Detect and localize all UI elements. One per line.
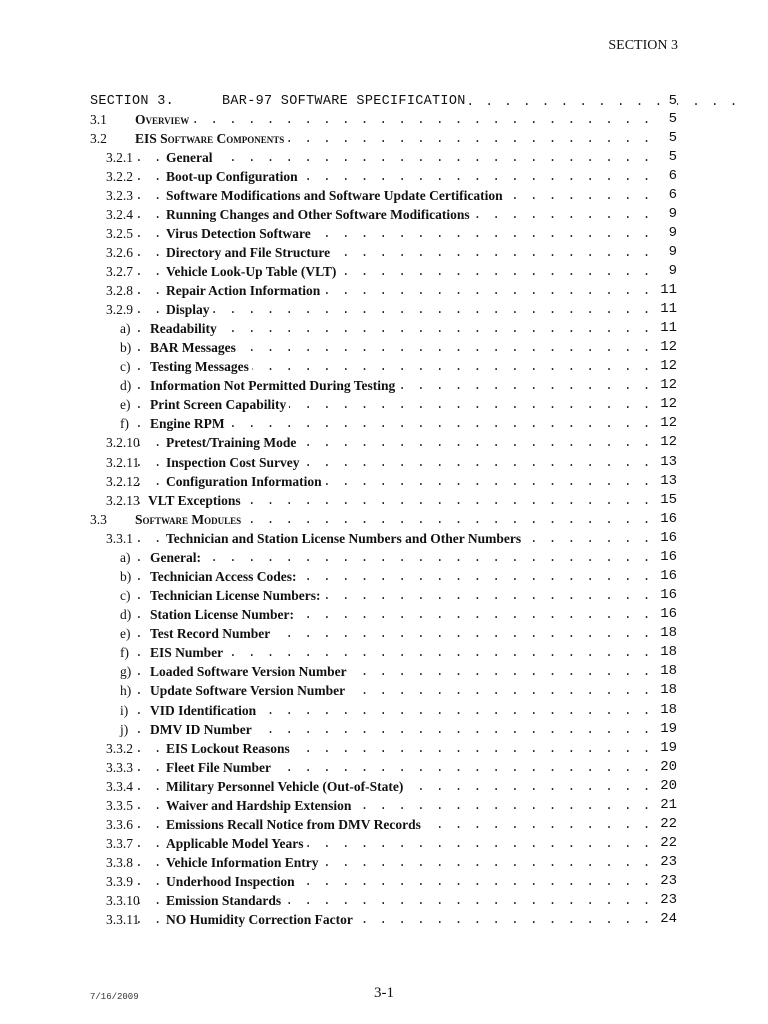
toc-entry-number: 3.3.8 bbox=[106, 855, 133, 870]
toc-entry-page: 18 bbox=[656, 681, 677, 700]
toc-entry-title: Test Record Number bbox=[150, 624, 273, 643]
toc-entry-number: c) bbox=[120, 588, 131, 603]
toc-row-3-3-3[interactable] bbox=[0, 758, 768, 777]
toc-row-3-2[interactable] bbox=[0, 129, 768, 148]
toc-entry-number: 3.2.4 bbox=[106, 207, 133, 222]
toc-row-3-3-6[interactable] bbox=[0, 815, 768, 834]
toc-entry-page: 23 bbox=[656, 872, 677, 891]
toc-row-3-3-1-f[interactable] bbox=[0, 643, 768, 662]
toc-row-3-3-1-a[interactable] bbox=[0, 548, 768, 567]
toc-row-3-2-3[interactable] bbox=[0, 186, 768, 205]
toc-entry-number: a) bbox=[120, 550, 131, 565]
toc-row-3-3[interactable] bbox=[0, 510, 768, 529]
toc-entry-number: e) bbox=[120, 397, 131, 412]
toc-entry-page: 22 bbox=[656, 834, 677, 853]
toc-entry-number: i) bbox=[120, 703, 129, 718]
toc-row-3-3-1-j[interactable] bbox=[0, 720, 768, 739]
dot-leader bbox=[135, 548, 659, 567]
toc-entry-number: 3.3.3 bbox=[106, 760, 133, 775]
toc-entry-title: Directory and File Structure bbox=[166, 243, 333, 262]
toc-entry-title: Emissions Recall Notice from DMV Records bbox=[166, 815, 424, 834]
toc-row-3-3-11[interactable] bbox=[0, 910, 768, 929]
toc-entry-page: 9 bbox=[665, 243, 677, 262]
toc-entry-page: 22 bbox=[656, 815, 677, 834]
toc-entry-page: 16 bbox=[656, 529, 677, 548]
toc-entry-title: Technician and Station License Numbers and Other Numbers bbox=[166, 529, 524, 548]
toc-entry-number: 3.3 bbox=[90, 512, 107, 527]
toc-row-section-3[interactable] bbox=[0, 92, 768, 111]
toc-row-3-2-9-c[interactable] bbox=[0, 357, 768, 376]
toc-entry-number: SECTION 3. bbox=[90, 94, 175, 109]
toc-row-3-3-1[interactable] bbox=[0, 529, 768, 548]
toc-entry-title: Engine RPM bbox=[150, 414, 228, 433]
toc-entry-page: 16 bbox=[656, 567, 677, 586]
toc-entry-title: General bbox=[166, 148, 216, 167]
toc-entry-page: 18 bbox=[656, 701, 677, 720]
toc-row-3-3-5[interactable] bbox=[0, 796, 768, 815]
toc-entry-number: 3.3.10 bbox=[106, 893, 140, 908]
toc-row-3-3-2[interactable] bbox=[0, 739, 768, 758]
toc-entry-page: 16 bbox=[656, 586, 677, 605]
toc-entry-number: 3.2.6 bbox=[106, 245, 133, 260]
toc-entry-title: BAR-97 SOFTWARE SPECIFICATION bbox=[222, 92, 469, 111]
toc-entry-page: 23 bbox=[656, 853, 677, 872]
toc-entry-number: 3.2.5 bbox=[106, 226, 133, 241]
toc-entry-title: Virus Detection Software bbox=[166, 224, 314, 243]
toc-row-3-2-9-f[interactable] bbox=[0, 414, 768, 433]
toc-row-3-3-1-h[interactable] bbox=[0, 681, 768, 700]
toc-entry-page: 12 bbox=[656, 395, 677, 414]
toc-entry-title: Technician License Numbers: bbox=[150, 586, 324, 605]
toc-entry-title: Underhood Inspection bbox=[166, 872, 298, 891]
section-header: SECTION 3 bbox=[608, 38, 678, 53]
toc-row-3-2-9-a[interactable] bbox=[0, 319, 768, 338]
toc-entry-number: 3.2.13 bbox=[106, 493, 140, 508]
footer-date: 7/16/2009 bbox=[90, 992, 139, 1002]
toc-row-3-2-9[interactable] bbox=[0, 300, 768, 319]
toc-entry-page: 23 bbox=[656, 891, 677, 910]
toc-entry-title: BAR Messages bbox=[150, 338, 239, 357]
toc-row-3-2-5[interactable] bbox=[0, 224, 768, 243]
toc-entry-page: 13 bbox=[656, 472, 677, 491]
toc-entry-number: 3.2.11 bbox=[106, 455, 140, 470]
toc-entry-title: Vehicle Information Entry bbox=[166, 853, 322, 872]
toc-entry-number: b) bbox=[120, 569, 132, 584]
toc-entry-number: 3.2.7 bbox=[106, 264, 133, 279]
toc-entry-number: 3.2.2 bbox=[106, 169, 133, 184]
toc-entry-title: Fleet File Number bbox=[166, 758, 274, 777]
toc-entry-number: 3.3.9 bbox=[106, 874, 133, 889]
toc-entry-page: 9 bbox=[665, 224, 677, 243]
toc-entry-number: d) bbox=[120, 607, 132, 622]
toc-entry-title: EIS Software Components bbox=[135, 129, 287, 148]
toc-entry-page: 18 bbox=[656, 624, 677, 643]
toc-entry-number: 3.2.1 bbox=[106, 150, 133, 165]
toc-row-3-2-9-e[interactable] bbox=[0, 395, 768, 414]
toc-entry-number: 3.3.5 bbox=[106, 798, 133, 813]
toc-entry-page: 18 bbox=[656, 662, 677, 681]
toc-entry-title: Testing Messages bbox=[150, 357, 252, 376]
toc-entry-title: General: bbox=[150, 548, 204, 567]
toc-entry-number: j) bbox=[120, 722, 129, 737]
toc-entry-page: 24 bbox=[656, 910, 677, 929]
toc-row-3-2-13[interactable] bbox=[0, 491, 768, 510]
toc-entry-page: 5 bbox=[665, 129, 677, 148]
toc-row-3-2-9-d[interactable] bbox=[0, 376, 768, 395]
toc-entry-number: 3.2.12 bbox=[106, 474, 140, 489]
toc-entry-page: 9 bbox=[665, 262, 677, 281]
toc-entry-number: 3.2 bbox=[90, 131, 107, 146]
toc-entry-title: Display bbox=[166, 300, 213, 319]
toc-entry-page: 12 bbox=[656, 376, 677, 395]
toc-entry-page: 18 bbox=[656, 643, 677, 662]
toc-entry-title: Boot-up Configuration bbox=[166, 167, 301, 186]
toc-entry-number: 3.3.1 bbox=[106, 531, 133, 546]
footer-page-number: 3-1 bbox=[374, 985, 394, 1001]
toc-entry-number: 3.2.10 bbox=[106, 435, 140, 450]
toc-entry-page: 19 bbox=[656, 720, 677, 739]
toc-entry-number: 3.3.6 bbox=[106, 817, 133, 832]
toc-row-3-3-1-c[interactable] bbox=[0, 586, 768, 605]
toc-entry-title: Loaded Software Version Number bbox=[150, 662, 350, 681]
toc-entry-number: a) bbox=[120, 321, 131, 336]
toc-entry-title: VID Identification bbox=[150, 701, 259, 720]
toc-entry-number: 3.2.3 bbox=[106, 188, 133, 203]
toc-entry-number: 3.1 bbox=[90, 112, 107, 127]
toc-entry-page: 16 bbox=[656, 510, 677, 529]
toc-row-3-2-8[interactable] bbox=[0, 281, 768, 300]
toc-entry-title: Station License Number: bbox=[150, 605, 297, 624]
toc-row-3-2-10[interactable] bbox=[0, 433, 768, 452]
toc-row-3-2-9-b[interactable] bbox=[0, 338, 768, 357]
toc-entry-number: 3.2.8 bbox=[106, 283, 133, 298]
toc-row-3-2-11[interactable] bbox=[0, 453, 768, 472]
toc-entry-number: b) bbox=[120, 340, 132, 355]
toc-entry-page: 21 bbox=[656, 796, 677, 815]
toc-entry-title: Software Modules bbox=[135, 510, 244, 529]
toc-entry-title: Readability bbox=[150, 319, 220, 338]
toc-entry-title: DMV ID Number bbox=[150, 720, 255, 739]
toc-entry-page: 20 bbox=[656, 758, 677, 777]
toc-row-3-2-12[interactable] bbox=[0, 472, 768, 491]
toc-row-3-2-1[interactable] bbox=[0, 148, 768, 167]
toc-entry-title: NO Humidity Correction Factor bbox=[166, 910, 356, 929]
toc-entry-number: d) bbox=[120, 378, 132, 393]
toc-entry-page: 16 bbox=[656, 548, 677, 567]
dot-leader bbox=[135, 110, 659, 129]
toc-entry-title: Pretest/Training Mode bbox=[166, 433, 299, 452]
toc-entry-title: EIS Lockout Reasons bbox=[166, 739, 293, 758]
toc-entry-title: Software Modifications and Software Update Certification bbox=[166, 186, 506, 205]
toc-row-3-3-4[interactable] bbox=[0, 777, 768, 796]
toc-entry-title: Waiver and Hardship Extension bbox=[166, 796, 354, 815]
toc-entry-page: 12 bbox=[656, 433, 677, 452]
toc-entry-number: 3.3.4 bbox=[106, 779, 133, 794]
dot-leader bbox=[135, 300, 659, 319]
toc-entry-number: f) bbox=[120, 645, 129, 660]
toc-entry-page: 11 bbox=[656, 300, 677, 319]
toc-entry-page: 16 bbox=[656, 605, 677, 624]
toc-entry-title: Running Changes and Other Software Modifications bbox=[166, 205, 473, 224]
toc-entry-title: Repair Action Information bbox=[166, 281, 323, 300]
toc-entry-number: 3.2.9 bbox=[106, 302, 133, 317]
toc-entry-page: 5 bbox=[665, 148, 677, 167]
toc-entry-number: f) bbox=[120, 416, 129, 431]
toc-row-3-3-1-b[interactable] bbox=[0, 567, 768, 586]
toc-entry-number: g) bbox=[120, 664, 132, 679]
toc-entry-title: Configuration Information bbox=[166, 472, 325, 491]
toc-entry-page: 19 bbox=[656, 739, 677, 758]
toc-entry-number: h) bbox=[120, 683, 132, 698]
toc-entry-number: c) bbox=[120, 359, 131, 374]
toc-entry-page: 6 bbox=[665, 167, 677, 186]
toc-entry-title: Military Personnel Vehicle (Out-of-State) bbox=[166, 777, 406, 796]
toc-row-3-3-9[interactable] bbox=[0, 872, 768, 891]
toc-row-3-2-7[interactable] bbox=[0, 262, 768, 281]
toc-row-3-3-10[interactable] bbox=[0, 891, 768, 910]
toc-entry-title: Information Not Permitted During Testing bbox=[150, 376, 398, 395]
toc-entry-page: 15 bbox=[656, 491, 677, 510]
toc-entry-title: EIS Number bbox=[150, 643, 226, 662]
toc-entry-title: Overview bbox=[135, 110, 192, 129]
toc-entry-page: 9 bbox=[665, 205, 677, 224]
toc-entry-number: e) bbox=[120, 626, 131, 641]
toc-entry-number: 3.3.11 bbox=[106, 912, 140, 927]
toc-entry-page: 12 bbox=[656, 338, 677, 357]
toc-row-3-3-1-e[interactable] bbox=[0, 624, 768, 643]
toc-row-3-3-7[interactable] bbox=[0, 834, 768, 853]
toc-entry-title: Update Software Version Number bbox=[150, 681, 348, 700]
toc-entry-page: 12 bbox=[656, 357, 677, 376]
toc-row-3-1[interactable] bbox=[0, 110, 768, 129]
toc-entry-number: 3.3.2 bbox=[106, 741, 133, 756]
toc-row-3-2-6[interactable] bbox=[0, 243, 768, 262]
toc-entry-page: 5 bbox=[665, 92, 677, 111]
toc-entry-title: Applicable Model Years bbox=[166, 834, 307, 853]
toc-row-3-2-4[interactable] bbox=[0, 205, 768, 224]
toc-entry-number: 3.3.7 bbox=[106, 836, 133, 851]
toc-row-3-3-8[interactable] bbox=[0, 853, 768, 872]
toc-entry-title: Print Screen Capability bbox=[150, 395, 289, 414]
toc-entry-page: 13 bbox=[656, 453, 677, 472]
toc-row-3-3-1-d[interactable] bbox=[0, 605, 768, 624]
toc-entry-title: VLT Exceptions bbox=[148, 491, 244, 510]
toc-entry-title: Technician Access Codes: bbox=[150, 567, 300, 586]
toc-entry-page: 6 bbox=[665, 186, 677, 205]
toc-entry-page: 12 bbox=[656, 414, 677, 433]
toc-row-3-3-1-g[interactable] bbox=[0, 662, 768, 681]
toc-entry-title: Emission Standards bbox=[166, 891, 284, 910]
toc-entry-page: 20 bbox=[656, 777, 677, 796]
toc-entry-page: 11 bbox=[656, 281, 677, 300]
toc-entry-page: 5 bbox=[665, 110, 677, 129]
toc-entry-title: Inspection Cost Survey bbox=[166, 453, 303, 472]
toc-entry-page: 11 bbox=[656, 319, 677, 338]
toc-row-3-2-2[interactable] bbox=[0, 167, 768, 186]
toc-row-3-3-1-i[interactable] bbox=[0, 701, 768, 720]
toc-entry-title: Vehicle Look-Up Table (VLT) bbox=[166, 262, 339, 281]
